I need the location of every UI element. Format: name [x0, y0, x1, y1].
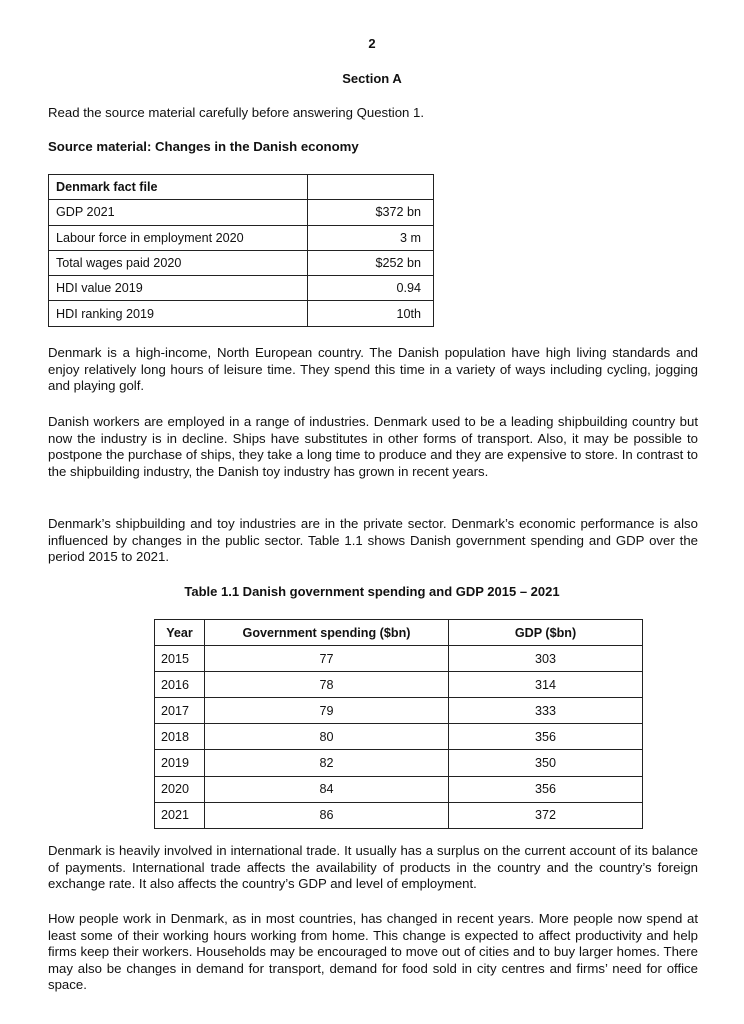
government-spending-cell: 79 — [205, 698, 449, 724]
table-row — [155, 698, 643, 724]
column-header-gdp: GDP ($bn) — [449, 620, 643, 646]
table-row — [155, 802, 643, 828]
source-material-title: Source material: Changes in the Danish economy — [48, 139, 359, 154]
page-number: 2 — [368, 36, 376, 51]
fact-file-row — [49, 301, 434, 326]
fact-file-heading-empty — [308, 175, 434, 200]
gdp-cell: 356 — [449, 776, 643, 802]
government-spending-cell: 82 — [205, 750, 449, 776]
fact-value: 0.94 — [308, 276, 434, 301]
fact-file-table — [48, 174, 434, 327]
fact-value: 3 m — [308, 225, 434, 250]
fact-label: Labour force in employment 2020 — [49, 225, 308, 250]
government-spending-cell: 80 — [205, 724, 449, 750]
fact-file-header-row — [49, 175, 434, 200]
fact-file-row — [49, 225, 434, 250]
year-cell: 2021 — [155, 802, 205, 828]
fact-file-row — [49, 276, 434, 301]
table-row — [155, 724, 643, 750]
table-caption: Table 1.1 Danish government spending and GDP 2015 – 2021 — [184, 584, 560, 599]
table-header-row — [155, 620, 643, 646]
spending-gdp-table — [154, 619, 643, 829]
year-cell: 2016 — [155, 672, 205, 698]
year-cell: 2017 — [155, 698, 205, 724]
fact-label: Total wages paid 2020 — [49, 250, 308, 275]
table-row — [155, 776, 643, 802]
gdp-cell: 372 — [449, 802, 643, 828]
fact-label: HDI value 2019 — [49, 276, 308, 301]
government-spending-cell: 77 — [205, 646, 449, 672]
gdp-cell: 314 — [449, 672, 643, 698]
year-cell: 2019 — [155, 750, 205, 776]
paragraph-industries: Danish workers are employed in a range of industries. Denmark used to be a leading shipbuilding country but now the industry is in decline. Ships have substitutes in other forms of transport. Also, it may be possible to postpone the purchase of ships, they take a long time to produce and they are expensive to store. In contrast to the shipbuilding industry, the Danish toy industry has grown in recent years. — [48, 414, 698, 479]
column-header-government-spending: Government spending ($bn) — [205, 620, 449, 646]
fact-value: $372 bn — [308, 200, 434, 225]
paragraph-working-from-home: How people work in Denmark, as in most countries, has changed in recent years. More people now spend at least some of their working hours working from home. This change is expected to affect productivity and help firms keep their workers. Households may be encouraged to move out of cities and to buy larger homes. There may also be changes in demand for transport, demand for food sold in city centres and firms’ need for office space. — [48, 911, 698, 993]
gdp-cell: 350 — [449, 750, 643, 776]
paragraph-public-sector: Denmark’s shipbuilding and toy industries are in the private sector. Denmark’s economic performance is also influenced by changes in the public sector. Table 1.1 shows Danish government spending and GDP over the period 2015 to 2021. — [48, 516, 698, 565]
section-title: Section A — [342, 71, 402, 86]
fact-file-row — [49, 250, 434, 275]
table-row — [155, 672, 643, 698]
government-spending-cell: 86 — [205, 802, 449, 828]
paragraph-international-trade: Denmark is heavily involved in international trade. It usually has a surplus on the current account of its balance of payments. International trade affects the availability of products in the country and the country’s foreign exchange rate. It also affects the country’s GDP and level of employment. — [48, 843, 698, 892]
fact-label: HDI ranking 2019 — [49, 301, 308, 326]
year-cell: 2018 — [155, 724, 205, 750]
fact-label: GDP 2021 — [49, 200, 308, 225]
gdp-cell: 356 — [449, 724, 643, 750]
government-spending-cell: 84 — [205, 776, 449, 802]
table-row — [155, 750, 643, 776]
gdp-cell: 333 — [449, 698, 643, 724]
fact-file-heading: Denmark fact file — [49, 175, 308, 200]
year-cell: 2015 — [155, 646, 205, 672]
column-header-year: Year — [155, 620, 205, 646]
fact-value: $252 bn — [308, 250, 434, 275]
fact-value: 10th — [308, 301, 434, 326]
fact-file-row — [49, 200, 434, 225]
paragraph-living-standards: Denmark is a high-income, North European country. The Danish population have high living standards and enjoy relatively long hours of leisure time. They spend this time in a variety of ways including cycling, jogging and playing golf. — [48, 345, 698, 394]
year-cell: 2020 — [155, 776, 205, 802]
gdp-cell: 303 — [449, 646, 643, 672]
table-row — [155, 646, 643, 672]
intro-text: Read the source material carefully before answering Question 1. — [48, 105, 425, 120]
government-spending-cell: 78 — [205, 672, 449, 698]
